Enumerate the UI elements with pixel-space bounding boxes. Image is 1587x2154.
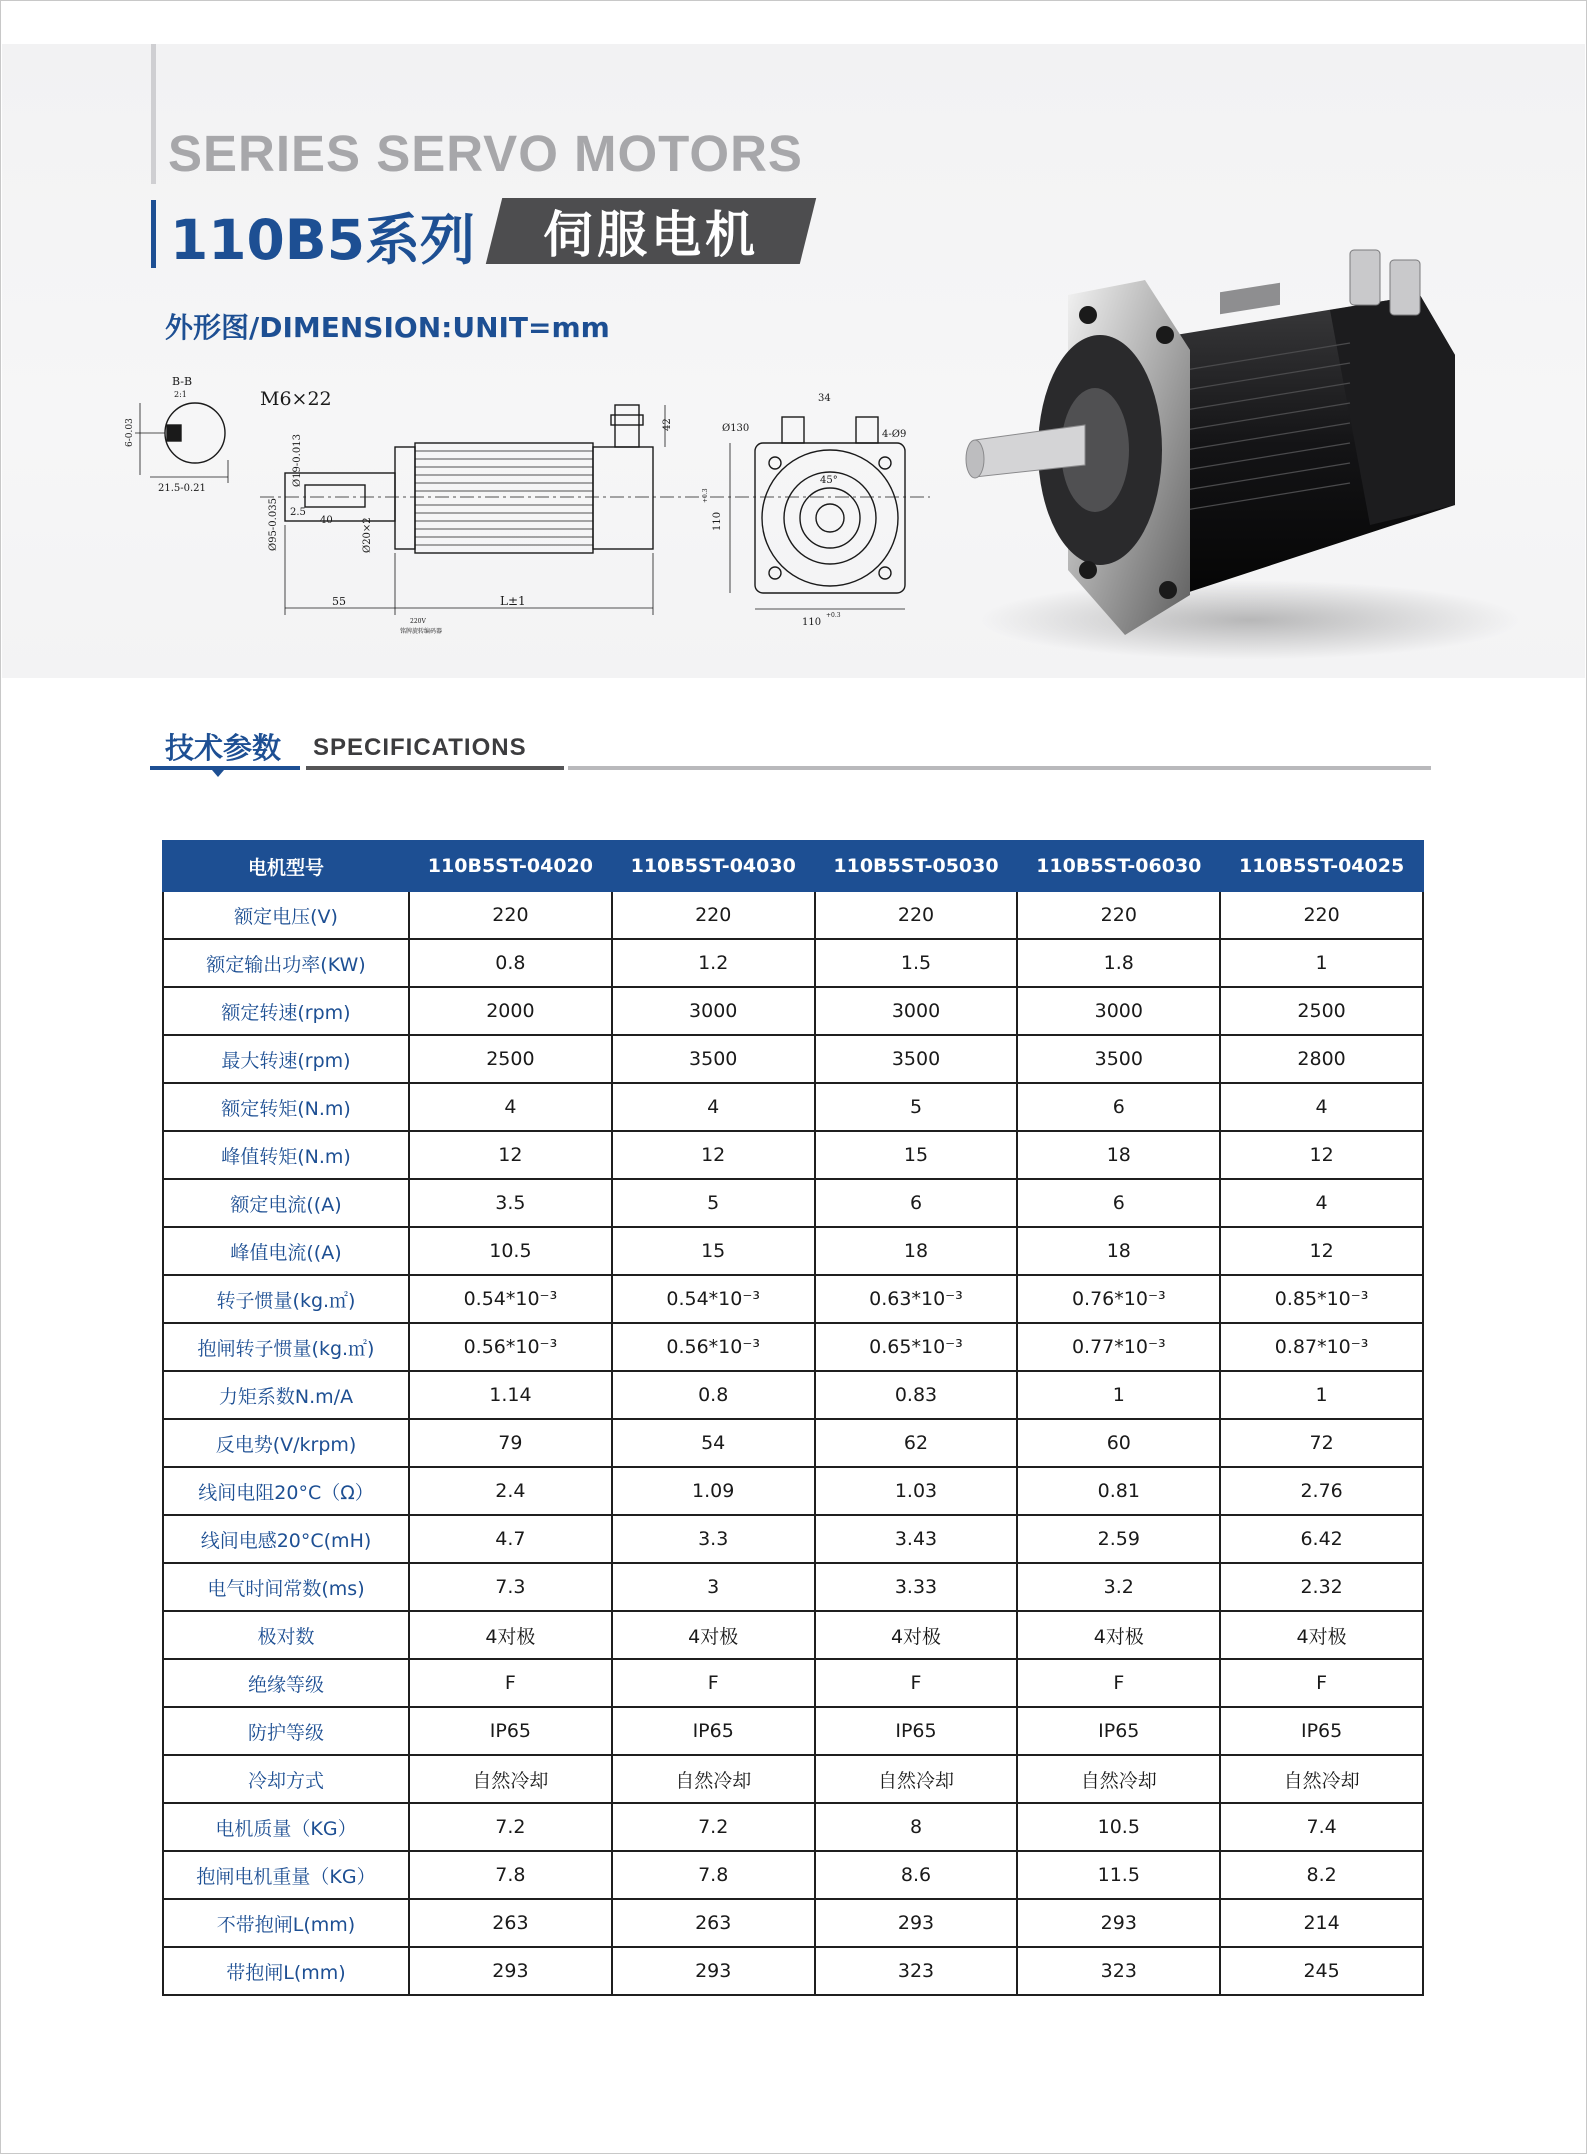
row-label: 绝缘等级 (163, 1659, 409, 1707)
table-header-row (163, 841, 1423, 891)
table-cell: 2.59 (1017, 1515, 1220, 1563)
table-cell: 0.76*10⁻³ (1017, 1275, 1220, 1323)
table-cell: 自然冷却 (1220, 1755, 1423, 1803)
specs-rule-marker (212, 770, 224, 777)
table-cell: 293 (1017, 1899, 1220, 1947)
table-cell: 3500 (612, 1035, 815, 1083)
table-cell: 3.43 (815, 1515, 1018, 1563)
table-cell: 10.5 (1017, 1803, 1220, 1851)
keyway-outline (305, 485, 365, 507)
mount-hole-4 (879, 567, 891, 579)
table-cell: 3000 (1017, 987, 1220, 1035)
table-cell: 214 (1220, 1899, 1423, 1947)
table-cell: 2500 (409, 1035, 612, 1083)
table-row (163, 1467, 1423, 1515)
table-cell: 7.2 (612, 1803, 815, 1851)
title-accent-bar (151, 200, 156, 268)
table-cell: 3000 (815, 987, 1018, 1035)
flange-width-label: 110 (802, 617, 822, 628)
table-cell: 6 (1017, 1083, 1220, 1131)
table-cell: 0.83 (815, 1371, 1018, 1419)
row-label: 反电势(V/krpm) (163, 1419, 409, 1467)
connector-front-2 (856, 417, 878, 443)
thread-label: M6×22 (260, 388, 332, 410)
row-label: 线间电阻20°C（Ω） (163, 1467, 409, 1515)
connector-front-1 (782, 417, 804, 443)
header-cell: 110B5ST-06030 (1017, 841, 1220, 891)
table-cell: 3500 (815, 1035, 1018, 1083)
row-label: 转子惯量(kg.㎡) (163, 1275, 409, 1323)
table-cell: 2000 (409, 987, 612, 1035)
table-cell: 1.14 (409, 1371, 612, 1419)
table-cell: 245 (1220, 1947, 1423, 1995)
table-cell: 4对极 (409, 1611, 612, 1659)
row-label: 防护等级 (163, 1707, 409, 1755)
table-cell: 4对极 (612, 1611, 815, 1659)
table-cell: 3500 (1017, 1035, 1220, 1083)
dimension-label: 外形图/DIMENSION:UNIT=mm (165, 311, 610, 344)
spigot-dia-label: Ø95-0.035 (268, 498, 279, 551)
table-cell: 0.65*10⁻³ (815, 1323, 1018, 1371)
mount-hole-1 (769, 457, 781, 469)
table-row (163, 1659, 1423, 1707)
table-cell: 3.33 (815, 1563, 1018, 1611)
table-row (163, 1371, 1423, 1419)
key-width-label: 6-0.03 (125, 418, 135, 447)
table-row (163, 1755, 1423, 1803)
key-offset-label: 2.5 (290, 507, 306, 518)
table-row (163, 987, 1423, 1035)
row-label: 极对数 (163, 1611, 409, 1659)
table-cell: 263 (409, 1899, 612, 1947)
table-cell: 220 (409, 891, 612, 939)
table-cell: 10.5 (409, 1227, 612, 1275)
header-cell: 110B5ST-05030 (815, 841, 1018, 891)
row-label: 不带抱闸L(mm) (163, 1899, 409, 1947)
table-cell: 12 (1220, 1227, 1423, 1275)
row-label: 线间电感20°C(mH) (163, 1515, 409, 1563)
table-row (163, 1803, 1423, 1851)
table-row (163, 1563, 1423, 1611)
key-section (167, 425, 181, 441)
table-cell: 18 (815, 1227, 1018, 1275)
section-label: B-B (172, 375, 193, 388)
table-cell: 8 (815, 1803, 1018, 1851)
table-cell: 1 (1220, 939, 1423, 987)
table-cell: 7.8 (409, 1851, 612, 1899)
table-cell: 11.5 (1017, 1851, 1220, 1899)
table-cell: 0.81 (1017, 1467, 1220, 1515)
table-cell: 2800 (1220, 1035, 1423, 1083)
table-cell: 4 (409, 1083, 612, 1131)
pcd-circle (762, 450, 898, 586)
flange-height-label: 110 (712, 511, 723, 531)
specs-rule-dark (306, 766, 564, 770)
series-title-en: SERIES SERVO MOTORS (168, 125, 803, 182)
table-cell: 0.8 (612, 1371, 815, 1419)
table-cell: 18 (1017, 1131, 1220, 1179)
table-row (163, 1131, 1423, 1179)
table-cell: 0.8 (409, 939, 612, 987)
row-label: 力矩系数N.m/A (163, 1371, 409, 1419)
table-row (163, 1611, 1423, 1659)
table-row (163, 891, 1423, 939)
table-cell: 220 (612, 891, 815, 939)
table-cell: 1.03 (815, 1467, 1018, 1515)
nameplate (1220, 283, 1280, 315)
row-label: 峰值转矩(N.m) (163, 1131, 409, 1179)
table-cell: 0.77*10⁻³ (1017, 1323, 1220, 1371)
table-cell: 6 (1017, 1179, 1220, 1227)
table-cell: 4 (1220, 1083, 1423, 1131)
table-cell: 3.3 (612, 1515, 815, 1563)
row-label: 峰值电流((A) (163, 1227, 409, 1275)
title-tag: 伺服电机 (543, 206, 759, 264)
flange-height-tol: +0.3 (702, 488, 709, 503)
table-cell: 1 (1220, 1371, 1423, 1419)
table-cell: 7.3 (409, 1563, 612, 1611)
table-cell: 1.5 (815, 939, 1018, 987)
table-cell: 323 (1017, 1947, 1220, 1995)
angle-label: 45° (820, 475, 838, 486)
row-label: 额定输出功率(KW) (163, 939, 409, 987)
table-cell: 7.4 (1220, 1803, 1423, 1851)
table-cell: 6 (815, 1179, 1018, 1227)
row-label: 冷却方式 (163, 1755, 409, 1803)
table-row (163, 1179, 1423, 1227)
table-cell: 1 (1017, 1371, 1220, 1419)
encoder-cover-side (593, 447, 653, 549)
table-cell: F (612, 1659, 815, 1707)
table-cell: 8.6 (815, 1851, 1018, 1899)
table-cell: 2.76 (1220, 1467, 1423, 1515)
note-voltage: 220V (410, 618, 426, 625)
table-cell: 2.4 (409, 1467, 612, 1515)
connector-spacing-label: 34 (818, 393, 831, 404)
row-label: 带抱闸L(mm) (163, 1947, 409, 1995)
table-cell: 3.2 (1017, 1563, 1220, 1611)
specs-rule-blue (150, 766, 300, 770)
mount-hole-2 (879, 457, 891, 469)
table-cell: 2500 (1220, 987, 1423, 1035)
table-body (163, 891, 1423, 1995)
table-cell: 4.7 (409, 1515, 612, 1563)
table-cell: 15 (612, 1227, 815, 1275)
table-row (163, 1419, 1423, 1467)
table-cell: 0.63*10⁻³ (815, 1275, 1018, 1323)
table-cell: 3 (612, 1563, 815, 1611)
row-label: 抱闸电机重量（KG） (163, 1851, 409, 1899)
shaft-dia-label: Ø19-0.013 (292, 434, 303, 487)
row-label: 额定电压(V) (163, 891, 409, 939)
table-cell: 323 (815, 1947, 1018, 1995)
specs-title-cn: 技术参数 (165, 731, 282, 765)
table-cell: 4 (612, 1083, 815, 1131)
table-cell: 54 (612, 1419, 815, 1467)
table-cell: 0.56*10⁻³ (409, 1323, 612, 1371)
table-cell: 5 (815, 1083, 1018, 1131)
table-cell: 1.09 (612, 1467, 815, 1515)
table-cell: 自然冷却 (612, 1755, 815, 1803)
motor-body-side (415, 443, 593, 553)
table-cell: 0.56*10⁻³ (612, 1323, 815, 1371)
header-accent-bar (151, 44, 156, 184)
table-cell: 8.2 (1220, 1851, 1423, 1899)
note-encoder: 铭牌旋转编码器 (400, 628, 443, 635)
table-cell: 72 (1220, 1419, 1423, 1467)
table-cell: 4对极 (1220, 1611, 1423, 1659)
row-label: 额定电流((A) (163, 1179, 409, 1227)
table-cell: 7.2 (409, 1803, 612, 1851)
section-scale: 2:1 (174, 390, 187, 399)
table-cell: 79 (409, 1419, 612, 1467)
table-cell: 2.32 (1220, 1563, 1423, 1611)
table-cell: 12 (612, 1131, 815, 1179)
table-cell: 7.8 (612, 1851, 815, 1899)
row-label: 额定转速(rpm) (163, 987, 409, 1035)
table-cell: 3000 (612, 987, 815, 1035)
table-cell: 220 (1220, 891, 1423, 939)
table-cell: F (409, 1659, 612, 1707)
table-cell: IP65 (1017, 1707, 1220, 1755)
table-row (163, 939, 1423, 987)
table-cell: 5 (612, 1179, 815, 1227)
table-cell: 4对极 (815, 1611, 1018, 1659)
table-cell: 293 (409, 1947, 612, 1995)
table-cell: F (1017, 1659, 1220, 1707)
table-cell: 18 (1017, 1227, 1220, 1275)
header-cell: 电机型号 (163, 841, 409, 891)
table-cell: 6.42 (1220, 1515, 1423, 1563)
key-depth-label: 21.5-0.21 (158, 483, 206, 494)
specs-title-en: SPECIFICATIONS (313, 734, 527, 761)
table-cell: IP65 (409, 1707, 612, 1755)
dimension-drawing (110, 375, 930, 665)
flange-front (755, 443, 905, 593)
table-cell: 1.2 (612, 939, 815, 987)
header-cell: 110B5ST-04020 (409, 841, 612, 891)
table-cell: 3.5 (409, 1179, 612, 1227)
table-cell: 15 (815, 1131, 1018, 1179)
shaft-length-label: 55 (332, 595, 346, 608)
table-row (163, 1515, 1423, 1563)
product-photo (950, 225, 1520, 675)
flange-side (395, 447, 415, 549)
table-row (163, 1947, 1423, 1995)
flange-width-tol: +0.3 (826, 612, 841, 619)
table-row (163, 1035, 1423, 1083)
table-cell: 220 (1017, 891, 1220, 939)
table-cell: 12 (409, 1131, 612, 1179)
row-label: 电机质量（KG） (163, 1803, 409, 1851)
body-length-label: L±1 (500, 594, 526, 608)
row-label: 最大转速(rpm) (163, 1035, 409, 1083)
table-cell: 自然冷却 (1017, 1755, 1220, 1803)
table-row (163, 1227, 1423, 1275)
table-cell: 62 (815, 1419, 1018, 1467)
table-row (163, 1275, 1423, 1323)
table-cell: 263 (612, 1899, 815, 1947)
table-cell: IP65 (815, 1707, 1018, 1755)
table-cell: 0.87*10⁻³ (1220, 1323, 1423, 1371)
connector-side (615, 405, 639, 447)
table-cell: 293 (815, 1899, 1018, 1947)
table-cell: 60 (1017, 1419, 1220, 1467)
specs-rule-light (568, 766, 1431, 770)
header-cell: 110B5ST-04030 (612, 841, 815, 891)
table-cell: 自然冷却 (409, 1755, 612, 1803)
product-series-title: 110B5系列 (170, 208, 475, 272)
key-length-label: 40 (320, 515, 333, 526)
row-label: 电气时间常数(ms) (163, 1563, 409, 1611)
table-cell: 293 (612, 1947, 815, 1995)
header-cell: 110B5ST-04025 (1220, 841, 1423, 891)
table-cell: F (1220, 1659, 1423, 1707)
table-cell: 4 (1220, 1179, 1423, 1227)
table-cell: 0.54*10⁻³ (612, 1275, 815, 1323)
table-cell: 0.54*10⁻³ (409, 1275, 612, 1323)
mount-hole-3 (769, 567, 781, 579)
table-cell: F (815, 1659, 1018, 1707)
table-cell: IP65 (1220, 1707, 1423, 1755)
table-cell: IP65 (612, 1707, 815, 1755)
specifications-table (162, 840, 1424, 1996)
table-cell: 自然冷却 (815, 1755, 1018, 1803)
spigot-label: Ø20×2 (362, 517, 373, 553)
table-cell: 0.85*10⁻³ (1220, 1275, 1423, 1323)
table-row (163, 1707, 1423, 1755)
table-cell: 4对极 (1017, 1611, 1220, 1659)
connector-height-label: 42 (662, 418, 673, 431)
photo-connector-2 (1390, 260, 1420, 315)
photo-connector-1 (1350, 250, 1380, 305)
row-label: 抱闸转子惯量(kg.㎡) (163, 1323, 409, 1371)
table-cell: 12 (1220, 1131, 1423, 1179)
pcd-label: Ø130 (722, 423, 750, 434)
table-row (163, 1899, 1423, 1947)
mount-holes-label: 4-Ø9 (882, 429, 907, 440)
table-row (163, 1851, 1423, 1899)
table-row (163, 1323, 1423, 1371)
table-cell: 220 (815, 891, 1018, 939)
row-label: 额定转矩(N.m) (163, 1083, 409, 1131)
table-cell: 1.8 (1017, 939, 1220, 987)
photo-shadow (980, 580, 1520, 660)
table-row (163, 1083, 1423, 1131)
